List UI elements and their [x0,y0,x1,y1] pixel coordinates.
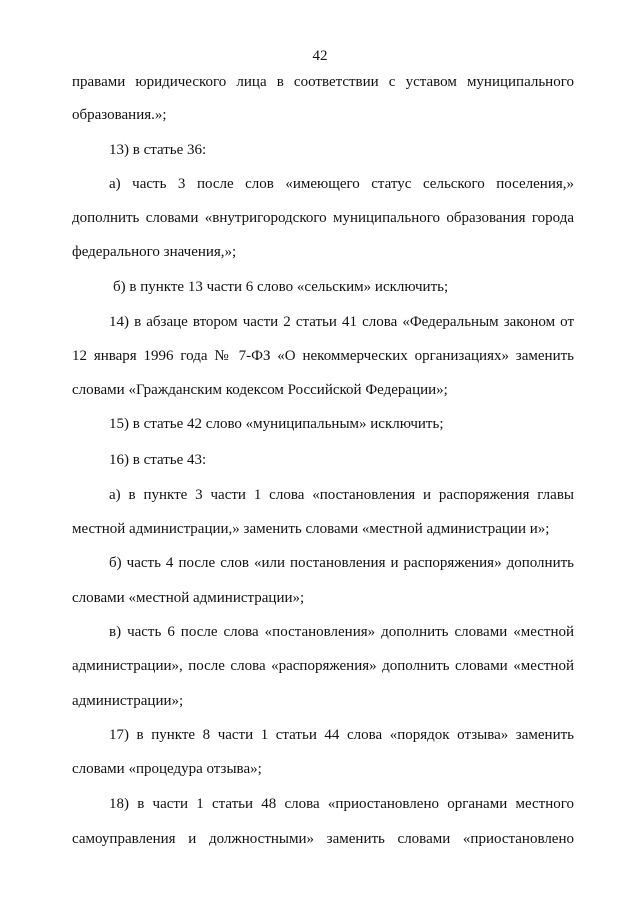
text-line: администрации»; [72,693,184,709]
text-line: 17) в пункте 8 части 1 статьи 44 слова «порядок отзыва» заменить [109,727,574,743]
text-line: словами «Гражданским кодексом Российской Федерации»; [72,382,448,398]
text-line: образования.»; [72,107,167,123]
text-line: б) в пункте 13 части 6 слово «сельским» исключить; [113,279,449,295]
text-line: 15) в статье 42 слово «муниципальным» исключить; [109,416,444,432]
text-line: словами «процедура отзыва»; [72,761,262,777]
text-line: дополнить словами «внутригородского муниципального образования города [72,210,574,226]
text-line: администрации», после слова «распоряжения» дополнить словами «местной [72,658,574,674]
text-line: 16) в статье 43: [109,452,207,468]
text-line: 18) в части 1 статьи 48 слова «приостановлено органами местного [109,796,574,812]
text-line: 14) в абзаце втором части 2 статьи 41 слова «Федеральным законом от [109,314,574,330]
text-line: правами юридического лица в соответствии с уставом муниципального [72,74,574,90]
text-line: словами «местной администрации»; [72,590,305,606]
text-line: местной администрации,» заменить словами «местной администрации и»; [72,521,550,537]
page-number: 42 [312,48,328,64]
text-line: 13) в статье 36: [109,142,207,158]
text-line: в) часть 6 после слова «постановления» дополнить словами «местной [109,624,574,640]
text-line: а) в пункте 3 части 1 слова «постановления и распоряжения главы [109,487,574,503]
text-line: самоуправления и должностными» заменить словами «приостановлено [72,831,574,847]
text-line: 12 января 1996 года № 7-ФЗ «О некоммерческих организациях» заменить [72,348,574,364]
text-line: б) часть 4 после слов «или постановления и распоряжения» дополнить [109,555,574,571]
text-line: а) часть 3 после слов «имеющего статус сельского поселения,» [109,176,574,192]
text-line: федерального значения,»; [72,244,237,260]
